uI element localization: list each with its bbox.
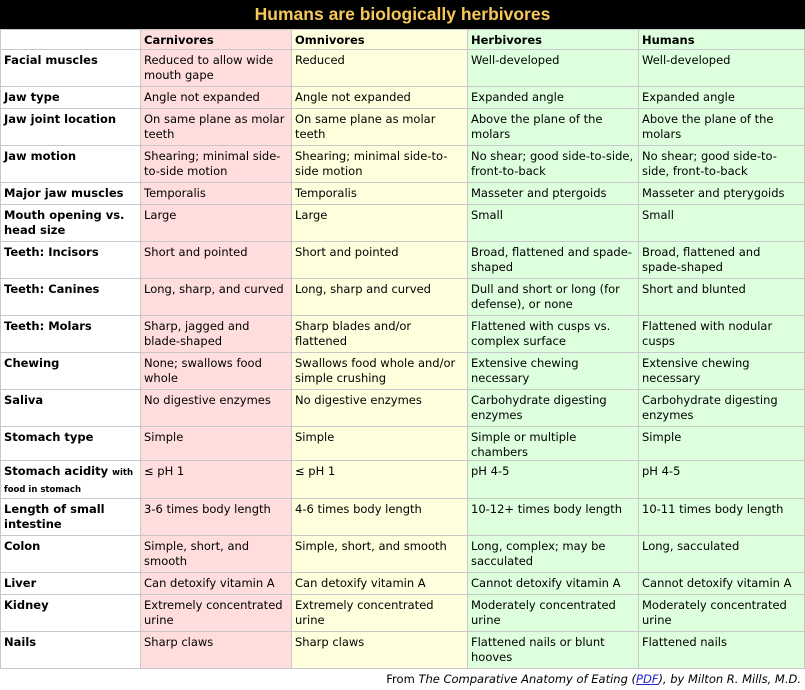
table-row (1, 146, 805, 183)
header-herbivores: Herbivores (468, 30, 639, 50)
cell-herbivores: pH 4-5 (468, 461, 639, 499)
row-feature-label: Chewing (4, 356, 60, 370)
cell-humans: Flattened with nodular cusps (639, 316, 805, 353)
cell-omnivores: Reduced (292, 50, 468, 87)
cell-omnivores: Simple (292, 427, 468, 461)
cell-humans: Flattened nails (639, 632, 805, 669)
header-corner (1, 30, 141, 50)
cell-humans: Masseter and pterygoids (639, 183, 805, 205)
table-row (1, 109, 805, 146)
row-feature-label: Major jaw muscles (4, 186, 124, 200)
row-feature-cell (1, 632, 141, 669)
row-feature-cell (1, 316, 141, 353)
table-row (1, 353, 805, 390)
row-feature-cell (1, 242, 141, 279)
cell-humans: 10-11 times body length (639, 499, 805, 536)
cell-humans: Extensive chewing necessary (639, 353, 805, 390)
row-feature-cell (1, 50, 141, 87)
cell-humans: Long, sacculated (639, 536, 805, 573)
row-feature-label: Jaw motion (4, 149, 77, 163)
header-row (1, 30, 805, 50)
row-feature-label: Mouth opening vs. head size (4, 208, 125, 237)
table-row (1, 390, 805, 427)
cell-carnivores: None; swallows food whole (141, 353, 292, 390)
row-feature-cell (1, 146, 141, 183)
cell-herbivores: Simple or multiple chambers (468, 427, 639, 461)
row-feature-label: Teeth: Molars (4, 319, 92, 333)
cell-omnivores: Large (292, 205, 468, 242)
table-row (1, 316, 805, 353)
cell-carnivores: Simple (141, 427, 292, 461)
cell-herbivores: Well-developed (468, 50, 639, 87)
row-feature-cell (1, 499, 141, 536)
cell-omnivores: Temporalis (292, 183, 468, 205)
cell-omnivores: Swallows food whole and/or simple crushing (292, 353, 468, 390)
row-feature-cell (1, 461, 141, 499)
header-humans: Humans (639, 30, 805, 50)
table-row (1, 87, 805, 109)
row-feature-cell (1, 573, 141, 595)
row-feature-cell (1, 87, 141, 109)
comparison-table (0, 29, 805, 669)
cell-herbivores: Cannot detoxify vitamin A (468, 573, 639, 595)
cell-carnivores: Angle not expanded (141, 87, 292, 109)
cell-carnivores: ≤ pH 1 (141, 461, 292, 499)
row-feature-label: Teeth: Incisors (4, 245, 99, 259)
credit-open: ( (627, 672, 637, 686)
table-row (1, 595, 805, 632)
cell-carnivores: Short and pointed (141, 242, 292, 279)
row-feature-cell (1, 279, 141, 316)
cell-omnivores: No digestive enzymes (292, 390, 468, 427)
cell-herbivores: Masseter and ptergoids (468, 183, 639, 205)
cell-omnivores: Angle not expanded (292, 87, 468, 109)
cell-humans: Small (639, 205, 805, 242)
credit-prefix: From (386, 672, 419, 686)
row-feature-cell (1, 390, 141, 427)
table-row (1, 632, 805, 669)
table-row (1, 242, 805, 279)
row-feature-label: Length of small intestine (4, 502, 105, 531)
cell-omnivores: 4-6 times body length (292, 499, 468, 536)
cell-humans: Broad, flattened and spade-shaped (639, 242, 805, 279)
table-row (1, 427, 805, 461)
source-credit (0, 669, 805, 690)
credit-author: ), by Milton R. Mills, M.D. (658, 672, 801, 686)
cell-herbivores: Extensive chewing necessary (468, 353, 639, 390)
cell-carnivores: Sharp claws (141, 632, 292, 669)
cell-humans: Well-developed (639, 50, 805, 87)
table-title: Humans are biologically herbivores (0, 0, 805, 29)
row-feature-label: Jaw type (4, 90, 60, 104)
row-feature-label: Colon (4, 539, 41, 553)
cell-carnivores: Shearing; minimal side-to-side motion (141, 146, 292, 183)
row-feature-cell (1, 205, 141, 242)
cell-herbivores: Small (468, 205, 639, 242)
cell-herbivores: Above the plane of the molars (468, 109, 639, 146)
cell-carnivores: Sharp, jagged and blade-shaped (141, 316, 292, 353)
cell-humans: Moderately concentrated urine (639, 595, 805, 632)
row-feature-label: Facial muscles (4, 53, 98, 67)
row-feature-label: Teeth: Canines (4, 282, 100, 296)
table-row (1, 499, 805, 536)
row-feature-cell (1, 109, 141, 146)
row-feature-label: Kidney (4, 598, 49, 612)
row-feature-note: with food in stomach (4, 468, 134, 495)
pdf-link[interactable]: PDF (636, 672, 659, 686)
table-row (1, 183, 805, 205)
cell-humans: No shear; good side-to-side, front-to-back (639, 146, 805, 183)
credit-book-title: The Comparative Anatomy of Eating (418, 672, 628, 686)
table-row (1, 573, 805, 595)
cell-humans: Carbohydrate digesting enzymes (639, 390, 805, 427)
cell-carnivores: Extremely concentrated urine (141, 595, 292, 632)
cell-carnivores: Temporalis (141, 183, 292, 205)
row-feature-cell (1, 427, 141, 461)
header-omnivores: Omnivores (292, 30, 468, 50)
row-feature-label: Nails (4, 635, 37, 649)
cell-herbivores: Moderately concentrated urine (468, 595, 639, 632)
cell-omnivores: ≤ pH 1 (292, 461, 468, 499)
cell-herbivores: Expanded angle (468, 87, 639, 109)
cell-omnivores: Long, sharp and curved (292, 279, 468, 316)
cell-herbivores: Flattened nails or blunt hooves (468, 632, 639, 669)
cell-omnivores: On same plane as molar teeth (292, 109, 468, 146)
cell-humans: Expanded angle (639, 87, 805, 109)
row-feature-cell (1, 595, 141, 632)
cell-carnivores: Reduced to allow wide mouth gape (141, 50, 292, 87)
cell-omnivores: Sharp claws (292, 632, 468, 669)
cell-carnivores: Large (141, 205, 292, 242)
cell-omnivores: Short and pointed (292, 242, 468, 279)
cell-omnivores: Simple, short, and smooth (292, 536, 468, 573)
cell-herbivores: Broad, flattened and spade-shaped (468, 242, 639, 279)
cell-omnivores: Sharp blades and/or flattened (292, 316, 468, 353)
cell-omnivores: Shearing; minimal side-to-side motion (292, 146, 468, 183)
cell-carnivores: On same plane as molar teeth (141, 109, 292, 146)
cell-herbivores: 10-12+ times body length (468, 499, 639, 536)
cell-omnivores: Can detoxify vitamin A (292, 573, 468, 595)
cell-herbivores: Flattened with cusps vs. complex surface (468, 316, 639, 353)
row-feature-label: Liver (4, 576, 37, 590)
table-row (1, 536, 805, 573)
header-carnivores: Carnivores (141, 30, 292, 50)
cell-carnivores: Simple, short, and smooth (141, 536, 292, 573)
cell-herbivores: Carbohydrate digesting enzymes (468, 390, 639, 427)
row-feature-label: Saliva (4, 393, 44, 407)
cell-carnivores: Long, sharp, and curved (141, 279, 292, 316)
table-row (1, 205, 805, 242)
row-feature-label: Jaw joint location (4, 112, 117, 126)
cell-humans: pH 4-5 (639, 461, 805, 499)
cell-herbivores: Dull and short or long (for defense), or none (468, 279, 639, 316)
table-row (1, 50, 805, 87)
row-feature-cell (1, 183, 141, 205)
cell-carnivores: Can detoxify vitamin A (141, 573, 292, 595)
cell-omnivores: Extremely concentrated urine (292, 595, 468, 632)
cell-humans: Above the plane of the molars (639, 109, 805, 146)
table-row (1, 461, 805, 499)
row-feature-label: Stomach type (4, 430, 94, 444)
table-row (1, 279, 805, 316)
cell-carnivores: No digestive enzymes (141, 390, 292, 427)
cell-carnivores: 3-6 times body length (141, 499, 292, 536)
row-feature-cell (1, 353, 141, 390)
row-feature-cell (1, 536, 141, 573)
cell-herbivores: Long, complex; may be sacculated (468, 536, 639, 573)
cell-humans: Simple (639, 427, 805, 461)
row-feature-label: Stomach acidity (4, 464, 109, 478)
cell-humans: Cannot detoxify vitamin A (639, 573, 805, 595)
cell-herbivores: No shear; good side-to-side, front-to-back (468, 146, 639, 183)
cell-humans: Short and blunted (639, 279, 805, 316)
